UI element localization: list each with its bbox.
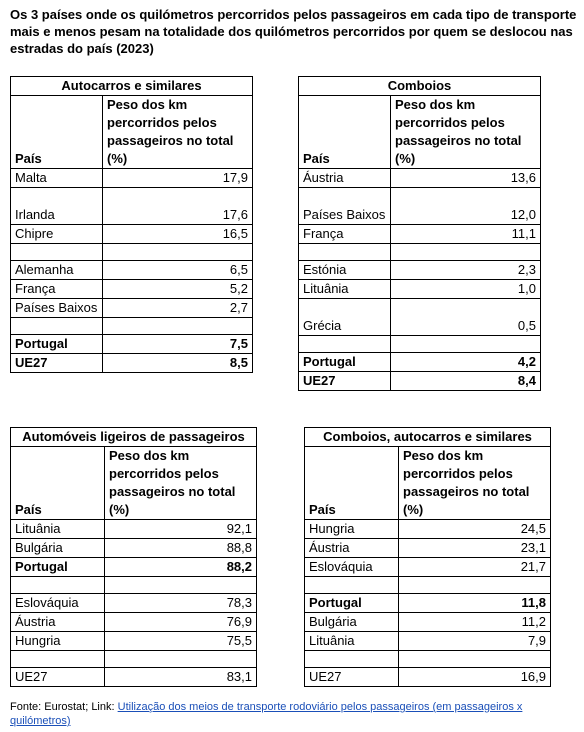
cell-value: 2,3 (391, 261, 541, 280)
cell-value: 7,5 (103, 335, 253, 354)
table-row (299, 353, 541, 372)
cell-value: 78,3 (105, 594, 257, 613)
table-row (299, 261, 541, 280)
cell-value: 4,2 (391, 353, 541, 372)
cell-country: França (299, 225, 391, 244)
cell-country: Alemanha (11, 261, 103, 280)
table-row (11, 539, 257, 558)
column-header-value: Peso dos km percorridos pelos passageiros no total (%) (391, 96, 541, 169)
cell-value (103, 318, 253, 335)
source-label: Fonte: Eurostat; Link: (10, 701, 118, 713)
cell-value: 16,9 (399, 668, 551, 687)
cell-value: 17,9 (103, 169, 253, 188)
table-row (11, 577, 257, 594)
cell-country: Hungria (305, 520, 399, 539)
cell-country: UE27 (11, 668, 105, 687)
cell-value: 88,8 (105, 539, 257, 558)
cell-country: UE27 (305, 668, 399, 687)
source-footer (10, 700, 580, 728)
table-row (11, 280, 253, 299)
cell-country: UE27 (11, 354, 103, 373)
cell-country: Grécia (299, 299, 391, 336)
column-header-country: País (305, 447, 399, 520)
cell-value: 5,2 (103, 280, 253, 299)
table-row (305, 594, 551, 613)
cell-value: 8,4 (391, 372, 541, 391)
cell-country: Malta (11, 169, 103, 188)
table-row (299, 244, 541, 261)
cell-country (305, 651, 399, 668)
cell-country: Irlanda (11, 188, 103, 225)
table-caption: Comboios, autocarros e similares (305, 428, 551, 447)
table-row (299, 299, 541, 336)
cell-value: 12,0 (391, 188, 541, 225)
table-row (11, 169, 253, 188)
cell-country (11, 244, 103, 261)
table-row (11, 299, 253, 318)
column-header-value: Peso dos km percorridos pelos passageiros no total (%) (105, 447, 257, 520)
table-row (11, 318, 253, 335)
table-row (11, 335, 253, 354)
cell-value: 92,1 (105, 520, 257, 539)
table-row (305, 558, 551, 577)
table-row (299, 188, 541, 225)
cell-country: Chipre (11, 225, 103, 244)
cell-value: 11,1 (391, 225, 541, 244)
cell-country: Países Baixos (11, 299, 103, 318)
table-row (305, 520, 551, 539)
table-caption: Autocarros e similares (11, 77, 253, 96)
cell-country (299, 336, 391, 353)
column-header-country: País (299, 96, 391, 169)
table-row (11, 261, 253, 280)
table-row (305, 651, 551, 668)
column-header-value: Peso dos km percorridos pelos passageiros no total (%) (103, 96, 253, 169)
table-row (299, 372, 541, 391)
table-row (11, 354, 253, 373)
table-trains-buses (304, 427, 551, 687)
cell-country (11, 318, 103, 335)
table-row (11, 225, 253, 244)
table-row (305, 539, 551, 558)
cell-country: Lituânia (11, 520, 105, 539)
cell-country: Eslováquia (11, 594, 105, 613)
cell-value (105, 577, 257, 594)
cell-value: 8,5 (103, 354, 253, 373)
cell-value: 1,0 (391, 280, 541, 299)
cell-value: 11,8 (399, 594, 551, 613)
table-row (11, 520, 257, 539)
cell-value (103, 244, 253, 261)
table-row (11, 558, 257, 577)
table-row (299, 336, 541, 353)
column-header-value: Peso dos km percorridos pelos passageiros no total (%) (399, 447, 551, 520)
table-row (11, 244, 253, 261)
cell-country: UE27 (299, 372, 391, 391)
cell-country: Países Baixos (299, 188, 391, 225)
cell-country: Portugal (305, 594, 399, 613)
page-title: Os 3 países onde os quilómetros percorridos pelos passageiros em cada tipo de transporte mais e menos pesam na totalidade dos quilómetros percorridos por quem se deslocou nas estradas do país (2023) (10, 7, 577, 56)
table-row (11, 668, 257, 687)
cell-value: 16,5 (103, 225, 253, 244)
cell-country: Áustria (299, 169, 391, 188)
cell-value (391, 336, 541, 353)
cell-value: 24,5 (399, 520, 551, 539)
table-trains (298, 76, 541, 391)
column-header-country: País (11, 96, 103, 169)
table-buses (10, 76, 253, 373)
cell-value: 2,7 (103, 299, 253, 318)
cell-value: 11,2 (399, 613, 551, 632)
cell-country: Áustria (305, 539, 399, 558)
column-header-country: País (11, 447, 105, 520)
cell-value: 23,1 (399, 539, 551, 558)
cell-country (305, 577, 399, 594)
table-row (305, 613, 551, 632)
table-row (11, 651, 257, 668)
cell-value: 75,5 (105, 632, 257, 651)
cell-country (299, 244, 391, 261)
cell-value: 6,5 (103, 261, 253, 280)
cell-country: Lituânia (299, 280, 391, 299)
cell-value: 17,6 (103, 188, 253, 225)
table-row (299, 169, 541, 188)
cell-value: 83,1 (105, 668, 257, 687)
cell-country: Lituânia (305, 632, 399, 651)
cell-value (399, 651, 551, 668)
cell-country: Estónia (299, 261, 391, 280)
source-link[interactable]: Utilização dos meios de transporte rodoviário pelos passageiros (em passageiros x quilómetros) (10, 701, 523, 727)
cell-country: Portugal (11, 335, 103, 354)
table-row (305, 668, 551, 687)
cell-country: Portugal (299, 353, 391, 372)
table-caption: Automóveis ligeiros de passageiros (11, 428, 257, 447)
table-row (299, 225, 541, 244)
cell-country: Portugal (11, 558, 105, 577)
cell-value: 76,9 (105, 613, 257, 632)
table-row (305, 632, 551, 651)
table-row (299, 280, 541, 299)
table-caption: Comboios (299, 77, 541, 96)
table-cars (10, 427, 257, 687)
table-row (11, 613, 257, 632)
table-row (305, 577, 551, 594)
cell-country: Hungria (11, 632, 105, 651)
cell-value (391, 244, 541, 261)
table-row (11, 188, 253, 225)
cell-value (399, 577, 551, 594)
cell-value: 21,7 (399, 558, 551, 577)
cell-value: 13,6 (391, 169, 541, 188)
table-row (11, 594, 257, 613)
cell-country: Bulgária (305, 613, 399, 632)
cell-value: 0,5 (391, 299, 541, 336)
cell-value: 7,9 (399, 632, 551, 651)
cell-country: Bulgária (11, 539, 105, 558)
cell-country: França (11, 280, 103, 299)
cell-country (11, 651, 105, 668)
cell-country: Eslováquia (305, 558, 399, 577)
cell-country: Áustria (11, 613, 105, 632)
cell-value (105, 651, 257, 668)
cell-value: 88,2 (105, 558, 257, 577)
table-row (11, 632, 257, 651)
cell-country (11, 577, 105, 594)
